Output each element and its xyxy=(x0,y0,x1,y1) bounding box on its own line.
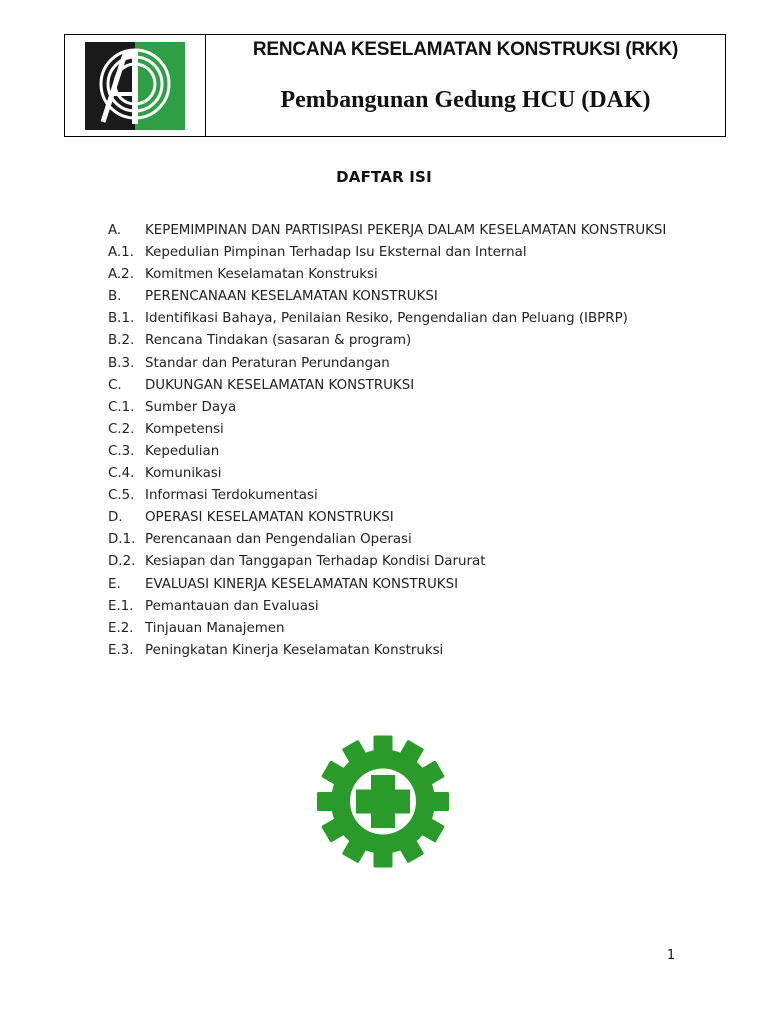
toc-heading: DAFTAR ISI xyxy=(336,168,432,186)
toc-item xyxy=(108,529,688,551)
gear-tooth xyxy=(374,736,393,756)
toc-number: C.3. xyxy=(108,443,135,459)
toc-title: EVALUASI KINERJA KESELAMATAN KONSTRUKSI xyxy=(145,576,459,592)
toc-number: E.1. xyxy=(108,598,134,614)
toc-title: PERENCANAAN KESELAMATAN KONSTRUKSI xyxy=(145,289,438,305)
toc-item xyxy=(108,618,688,640)
toc-title: Kepedulian xyxy=(145,443,220,459)
toc-title: DUKUNGAN KESELAMATAN KONSTRUKSI xyxy=(145,377,415,393)
title-cell xyxy=(206,35,725,136)
toc-number: C.1. xyxy=(108,399,135,415)
toc-number: C.4. xyxy=(108,466,135,482)
toc-title: Tinjauan Manajemen xyxy=(145,620,285,636)
toc-item xyxy=(108,308,688,330)
toc-title: OPERASI KESELAMATAN KONSTRUKSI xyxy=(145,510,394,526)
toc-title: Komitmen Keselamatan Konstruksi xyxy=(145,267,378,283)
toc-number: A.1. xyxy=(108,245,134,261)
toc-item xyxy=(108,375,688,397)
toc-item xyxy=(108,507,688,529)
toc-number: B.3. xyxy=(108,355,135,371)
toc-item xyxy=(108,419,688,441)
toc-number: A. xyxy=(108,223,122,238)
logo-cell xyxy=(65,35,206,136)
toc-number: D.2. xyxy=(108,554,136,570)
toc-title: Perencanaan dan Pengendalian Operasi xyxy=(145,532,412,548)
toc-item xyxy=(108,574,688,596)
toc-title: Kompetensi xyxy=(145,421,224,437)
toc-title: Pemantauan dan Evaluasi xyxy=(145,598,319,614)
toc-title: Kepedulian Pimpinan Terhadap Isu Eksternal dan Internal xyxy=(145,245,527,261)
toc-title: Identifikasi Bahaya, Penilaian Resiko, Pengendalian dan Peluang (IBPRP) xyxy=(145,311,628,327)
gear-tooth xyxy=(317,792,337,811)
toc-title: Informasi Terdokumentasi xyxy=(145,488,318,504)
toc-number: A.2. xyxy=(108,267,134,283)
toc-number: C.5. xyxy=(108,488,135,504)
toc-title: Komunikasi xyxy=(145,466,222,482)
project-title: Pembangunan Gedung HCU (DAK) xyxy=(280,87,651,113)
toc-number: D. xyxy=(108,510,123,526)
toc-item xyxy=(108,463,688,485)
toc-title: Standar dan Peraturan Perundangan xyxy=(145,355,390,371)
toc-title: Sumber Daya xyxy=(145,399,237,415)
gear-tooth xyxy=(374,848,393,868)
toc-item xyxy=(108,485,688,507)
toc-item xyxy=(108,264,688,286)
toc-number: D.1. xyxy=(108,532,136,548)
toc-number: E.2. xyxy=(108,620,134,636)
toc-number: B.2. xyxy=(108,333,135,349)
toc-item xyxy=(108,596,688,618)
toc-number: E.3. xyxy=(108,642,134,658)
toc-number: C. xyxy=(108,377,122,393)
table-of-contents xyxy=(108,220,688,662)
document-header xyxy=(64,34,726,137)
toc-item xyxy=(108,551,688,573)
toc-item xyxy=(108,286,688,308)
toc-number: B.1. xyxy=(108,311,135,327)
page-number: 1 xyxy=(666,948,676,963)
toc-item xyxy=(108,220,688,242)
rkk-title: RENCANA KESELAMATAN KONSTRUKSI (RKK) xyxy=(252,39,679,60)
k3-safety-gear-cross-icon xyxy=(303,735,463,868)
toc-title: Peningkatan Kinerja Keselamatan Konstruksi xyxy=(145,642,444,658)
toc-title: KEPEMIMPINAN DAN PARTISIPASI PEKERJA DALAM KESELAMATAN KONSTRUKSI xyxy=(145,223,667,238)
toc-number: E. xyxy=(108,576,121,592)
gear-tooth xyxy=(429,792,449,811)
toc-title: Rencana Tindakan (sasaran & program) xyxy=(145,333,412,349)
toc-item xyxy=(108,441,688,463)
toc-item xyxy=(108,353,688,375)
company-logo-icon xyxy=(85,42,185,130)
toc-number: C.2. xyxy=(108,421,135,437)
toc-item xyxy=(108,242,688,264)
toc-item xyxy=(108,397,688,419)
toc-item xyxy=(108,330,688,352)
toc-number: B. xyxy=(108,289,122,305)
toc-title: Kesiapan dan Tanggapan Terhadap Kondisi Darurat xyxy=(145,554,486,570)
toc-item xyxy=(108,640,688,662)
